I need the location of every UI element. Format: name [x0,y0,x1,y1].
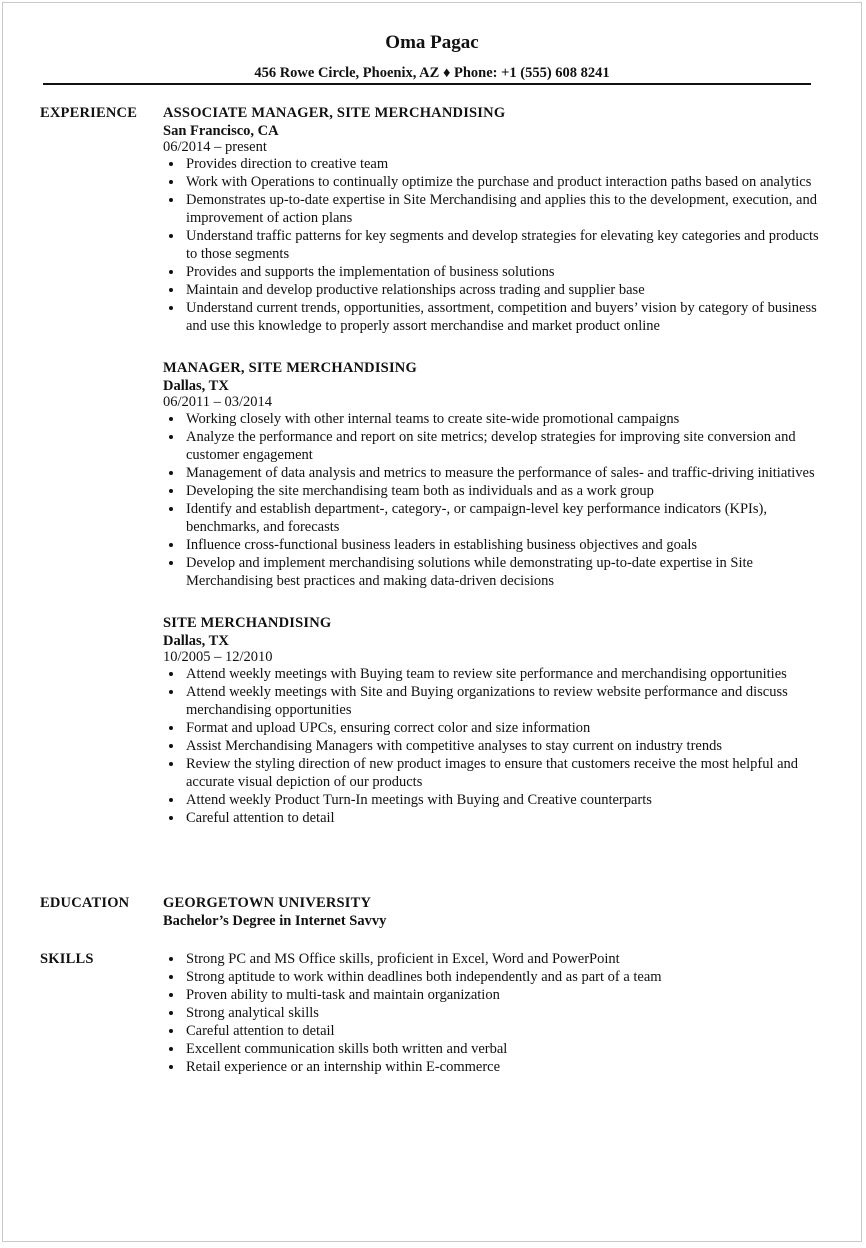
list-item-text: Develop and implement merchandising solutions while demonstrating up-to-date expertise in Site Merchandising best practices and making data-driven decisions [186,555,753,589]
list-item [163,482,823,500]
list-item [163,155,823,173]
bullet-icon [169,417,173,421]
job-dates: 06/2014 – present [163,139,267,155]
list-item [163,719,823,737]
list-item-text: Analyze the performance and report on site metrics; develop strategies for improving site conversion and customer engagement [186,429,796,463]
bullet-icon [169,798,173,802]
skills-heading: SKILLS [40,951,94,967]
bullet-icon [169,234,173,238]
list-item-text: Attend weekly meetings with Site and Buying organizations to review website performance and discuss merchandising opportunities [186,684,788,718]
skills-body [163,950,823,1076]
bullet-icon [169,993,173,997]
bullet-icon [169,957,173,961]
list-item-text: Understand traffic patterns for key segments and develop strategies for elevating key categories and products to those segments [186,228,819,262]
job-dates: 10/2005 – 12/2010 [163,649,273,665]
list-item [163,665,823,683]
bullet-icon [169,471,173,475]
list-item-text: Strong aptitude to work within deadlines both independently and as part of a team [186,969,662,985]
list-item [163,1058,823,1076]
list-item-text: Careful attention to detail [186,1023,335,1039]
job-bullets [163,155,823,335]
bullet-icon [169,561,173,565]
list-item-text: Provides direction to creative team [186,156,389,172]
list-item [163,809,823,827]
bullet-icon [169,435,173,439]
education-body [163,894,823,930]
list-item [163,1004,823,1022]
list-item [163,1040,823,1058]
list-item-text: Developing the site merchandising team both as individuals and as a work group [186,483,654,499]
bullet-icon [169,288,173,292]
list-item [163,683,823,719]
list-item-text: Attend weekly meetings with Buying team to review site performance and merchandising opportunities [186,666,787,682]
job-location: Dallas, TX [163,378,229,394]
contact-line: 456 Rowe Circle, Phoenix, AZ ♦ Phone: +1 (555) 608 8241 [254,65,610,81]
bullet-icon [169,1011,173,1015]
bullet-icon [169,1065,173,1069]
list-item-text: Proven ability to multi-task and maintain organization [186,987,500,1003]
list-item-text: Format and upload UPCs, ensuring correct color and size information [186,720,591,736]
job-dates: 06/2011 – 03/2014 [163,394,273,410]
bullet-icon [169,1029,173,1033]
bullet-icon [169,672,173,676]
bullet-icon [169,1047,173,1051]
education-heading: EDUCATION [40,895,130,911]
list-item [163,791,823,809]
list-item-text: Review the styling direction of new product images to ensure that customers receive the most helpful and accurate visual depiction of our products [186,756,799,790]
bullet-icon [169,270,173,274]
list-item [163,191,823,227]
job-title: ASSOCIATE MANAGER, SITE MERCHANDISING [163,105,506,121]
bullet-icon [169,180,173,184]
candidate-name: Oma Pagac [385,32,479,53]
bullet-icon [169,306,173,310]
list-item-text: Excellent communication skills both written and verbal [186,1041,508,1057]
list-item-text: Provides and supports the implementation of business solutions [186,264,555,280]
list-item [163,173,823,191]
bullet-icon [169,762,173,766]
list-item-text: Strong PC and MS Office skills, proficient in Excel, Word and PowerPoint [186,951,620,967]
list-item [163,554,823,590]
education-school: GEORGETOWN UNIVERSITY [163,895,372,911]
list-item [163,428,823,464]
list-item-text: Demonstrates up-to-date expertise in Site Merchandising and applies this to the development, execution, and improvement of action plans [186,192,817,226]
list-item [163,1022,823,1040]
list-item [163,968,823,986]
list-item-text: Assist Merchandising Managers with competitive analyses to stay current on industry trends [186,738,722,754]
list-item-text: Work with Operations to continually optimize the purchase and product interaction paths based on analytics [186,174,812,190]
job-bullets [163,410,823,590]
bullet-icon [169,726,173,730]
list-item [163,986,823,1004]
list-item-text: Management of data analysis and metrics to measure the performance of sales- and traffic-driving initiatives [186,465,815,481]
list-item-text: Identify and establish department-, category-, or campaign-level key performance indicators (KPIs), benchmarks, and forecasts [186,501,767,535]
job-entry [163,614,823,827]
job-location: Dallas, TX [163,633,229,649]
list-item [163,299,823,335]
bullet-icon [169,816,173,820]
list-item [163,410,823,428]
list-item [163,227,823,263]
list-item [163,737,823,755]
list-item [163,536,823,554]
bullet-icon [169,543,173,547]
experience-list [163,104,823,851]
job-title: MANAGER, SITE MERCHANDISING [163,360,417,376]
list-item-text: Influence cross-functional business leaders in establishing business objectives and goals [186,537,698,553]
job-entry [163,359,823,590]
bullet-icon [169,489,173,493]
list-item-text: Retail experience or an internship within E-commerce [186,1059,501,1075]
list-item [163,500,823,536]
list-item-text: Attend weekly Product Turn-In meetings with Buying and Creative counterparts [186,792,652,808]
bullet-icon [169,744,173,748]
experience-heading: EXPERIENCE [40,105,138,121]
bullet-icon [169,162,173,166]
list-item-text: Working closely with other internal teams to create site-wide promotional campaigns [186,411,680,427]
list-item [163,281,823,299]
job-title: SITE MERCHANDISING [163,615,332,631]
list-item-text: Careful attention to detail [186,810,335,826]
list-item-text: Understand current trends, opportunities, assortment, competition and buyers’ vision by category of business and use this knowledge to properly assort merchandise and market product online [186,300,817,334]
education-degree: Bachelor’s Degree in Internet Savvy [163,913,387,929]
list-item [163,263,823,281]
list-item [163,950,823,968]
job-entry [163,104,823,335]
job-location: San Francisco, CA [163,123,279,139]
bullet-icon [169,507,173,511]
header-divider [43,83,811,85]
bullet-icon [169,198,173,202]
list-item-text: Strong analytical skills [186,1005,319,1021]
list-item-text: Maintain and develop productive relationships across trading and supplier base [186,282,645,298]
resume-page [2,2,862,1242]
bullet-icon [169,975,173,979]
list-item [163,464,823,482]
list-item [163,755,823,791]
skills-list [163,950,823,1076]
job-bullets [163,665,823,827]
bullet-icon [169,690,173,694]
